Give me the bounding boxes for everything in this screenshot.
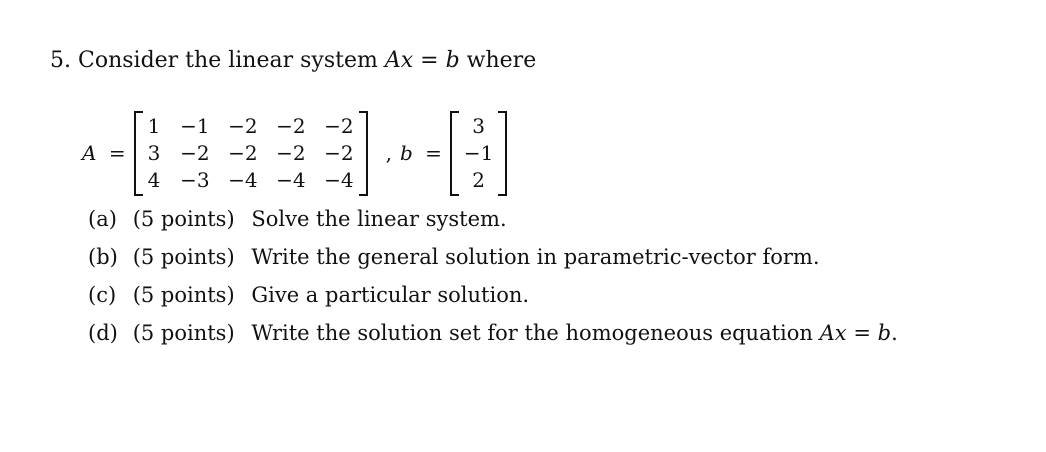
matrix-cell: 4: [147, 167, 161, 192]
part-d: [88, 319, 898, 357]
part-points: (5 points): [132, 321, 235, 345]
part-math-rhs: b: [877, 321, 892, 345]
matrix-cell: −3: [180, 167, 210, 192]
matrix-cell: 1: [147, 113, 161, 138]
problem-parts: [88, 205, 898, 357]
matrix-cell: −2: [180, 140, 210, 165]
vector-cell: 3: [472, 113, 485, 138]
matrix-cell: −4: [228, 167, 258, 192]
part-b: [88, 243, 898, 281]
vector-b-label: b =: [399, 141, 442, 165]
matrix-row: [142, 113, 360, 140]
matrix-cell: −4: [276, 167, 306, 192]
part-text: Give a particular solution.: [251, 283, 530, 307]
vector-b: [450, 113, 507, 194]
vector-cell: −1: [463, 140, 494, 165]
matrix-row: [142, 140, 360, 167]
part-points: (5 points): [132, 283, 235, 307]
part-label: (c): [88, 283, 117, 307]
part-label: (a): [88, 207, 117, 231]
matrix-cell: −2: [324, 113, 354, 138]
vector-row: [458, 167, 499, 194]
part-a: [88, 205, 898, 243]
part-math: Ax: [819, 321, 847, 345]
matrix-cell: −2: [324, 140, 354, 165]
part-c: [88, 281, 898, 319]
vector-b-right-bracket: [498, 111, 507, 196]
problem-intro-math: Ax: [384, 48, 414, 73]
matrix-cell: −2: [228, 113, 258, 138]
part-text: Solve the linear system.: [251, 207, 507, 231]
vector-b-left-bracket: [450, 111, 459, 196]
matrix-cell: −1: [180, 113, 210, 138]
part-label: (b): [88, 245, 118, 269]
problem-number: 5.: [50, 48, 71, 73]
problem-intro-rhs: b: [445, 48, 460, 73]
matrix-row: [142, 167, 360, 194]
matrix-a-label: A =: [82, 141, 126, 165]
problem-intro-eq: =: [420, 48, 439, 73]
vector-row: [458, 113, 499, 140]
part-text: Write the solution set for the homogeneous equation: [251, 321, 813, 345]
part-end: .: [891, 321, 898, 345]
vector-cell: 2: [472, 167, 485, 192]
matrix-cell: −2: [276, 140, 306, 165]
matrix-a-right-bracket: [359, 111, 368, 196]
part-math-eq: =: [853, 321, 871, 345]
part-points: (5 points): [132, 245, 235, 269]
matrix-cell: −2: [276, 113, 306, 138]
part-label: (d): [88, 321, 118, 345]
part-points: (5 points): [132, 207, 235, 231]
separator-comma: ,: [385, 141, 392, 165]
matrix-cell: −4: [324, 167, 354, 192]
problem-statement: [50, 48, 536, 73]
vector-b-table: [458, 113, 499, 194]
matrix-cell: −2: [228, 140, 258, 165]
matrix-a: [134, 113, 368, 194]
problem-intro-text: Consider the linear system: [78, 48, 378, 73]
problem-intro-tail: where: [466, 48, 537, 73]
matrix-a-table: [142, 113, 360, 194]
matrix-equation: [82, 112, 511, 194]
matrix-a-left-bracket: [134, 111, 143, 196]
matrix-cell: 3: [147, 140, 161, 165]
vector-row: [458, 140, 499, 167]
part-text: Write the general solution in parametric-vector form.: [251, 245, 820, 269]
